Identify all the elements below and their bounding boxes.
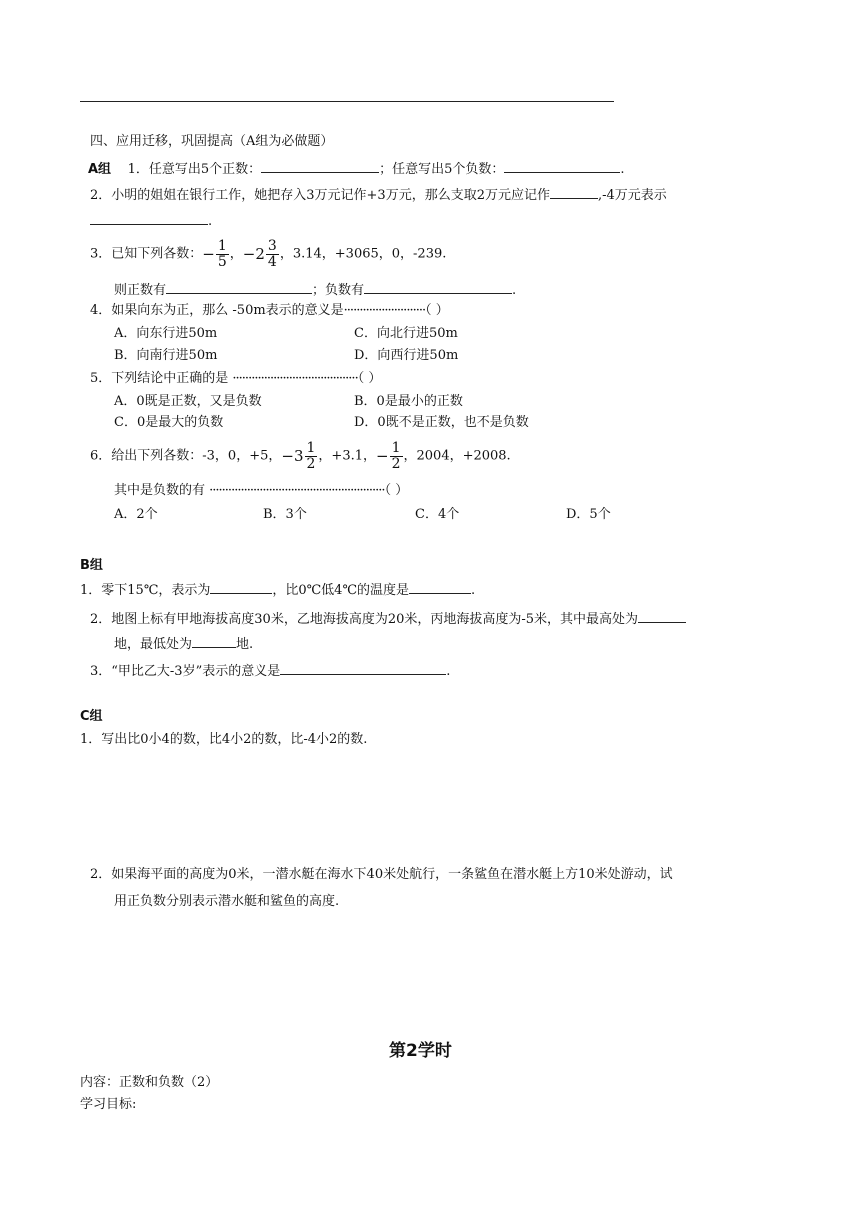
answer-blank[interactable] <box>550 186 598 199</box>
question-a4: 4．如果向东为正，那么 -50m表示的意义是··························（ ） <box>90 303 449 318</box>
option-a6-b: B．3个 <box>263 507 307 522</box>
option-a6-a: A．2个 <box>114 507 158 522</box>
fraction: $\frac{1}{2}$ <box>391 439 401 472</box>
lesson-goals: 学习目标: <box>80 1097 137 1112</box>
question-b2-cont: 地，最低处为 地. <box>114 637 254 652</box>
answer-blank[interactable] <box>261 160 379 173</box>
group-c-label: C组 <box>80 709 103 724</box>
option-a5-a: A．0既是正数，又是负数 <box>114 394 262 409</box>
fraction: $\frac{3}{4}$ <box>267 237 277 270</box>
top-rule <box>80 101 614 102</box>
question-a6-stem: 其中是负数的有 ························································（ ） <box>114 483 409 498</box>
group-b-label: B组 <box>80 558 103 573</box>
option-a5-d: D．0既不是正数，也不是负数 <box>354 415 529 430</box>
fraction: $\frac{1}{2}$ <box>306 439 316 472</box>
answer-paren[interactable]: （ ） <box>357 371 382 386</box>
answer-blank[interactable] <box>90 212 208 225</box>
question-a3-answers: 则正数有 ；负数有 . <box>114 283 517 298</box>
option-a4-d: D．向西行进50m <box>354 348 459 363</box>
option-a4-b: B．向南行进50m <box>114 348 218 363</box>
answer-blank[interactable] <box>280 662 446 675</box>
question-b3: 3．“甲比乙大-3岁”表示的意义是 . <box>90 664 451 679</box>
question-b2: 2．地图上标有甲地海拔高度30米，乙地海拔高度为20米，丙地海拔高度为-5米，其中最高处为 <box>90 610 686 629</box>
answer-blank[interactable] <box>638 610 686 623</box>
option-a5-b: B．0是最小的正数 <box>354 394 463 409</box>
question-a5: 5．下列结论中正确的是 ········································（ ） <box>90 371 382 386</box>
question-c1: 1．写出比0小4的数，比4小2的数，比-4小2的数. <box>80 732 368 747</box>
question-b1: 1．零下15℃，表示为 ，比0℃低4℃的温度是 . <box>80 583 476 598</box>
option-a4-c: C．向北行进50m <box>354 326 458 341</box>
answer-paren[interactable]: （ ） <box>384 483 409 498</box>
question-a6: 6．给出下列各数：-3，0，+5，−3 $\frac{1}{2}$ ，+3.1，− $\frac{1}{2}$ ，2004，+2008. <box>90 439 511 472</box>
lesson-content: 内容：正数和负数（2） <box>80 1075 219 1090</box>
answer-paren[interactable]: （ ） <box>425 303 449 318</box>
fraction: $\frac{1}{5}$ <box>217 237 227 270</box>
group-a-label: A组 <box>88 162 112 177</box>
answer-blank[interactable] <box>192 635 236 648</box>
option-a5-c: C．0是最大的负数 <box>114 415 224 430</box>
question-a2-cont: . <box>90 212 212 231</box>
lesson-title: 第2学时 <box>389 1041 452 1061</box>
question-a1: A组 1．任意写出5个正数： ；任意写出5个负数： . <box>88 162 625 177</box>
question-a3: 3．已知下列各数：− $\frac{1}{5}$ ，−2 $\frac{3}{4}$ ，3.14，+3065，0，-239. <box>90 237 447 270</box>
question-c2: 2．如果海平面的高度为0米，一潜水艇在海水下40米处航行，一条鲨鱼在潜水艇上方10米处游动，试 <box>90 867 673 882</box>
answer-blank[interactable] <box>166 281 312 294</box>
section-title: 四、应用迁移，巩固提高（A组为必做题） <box>90 134 334 149</box>
option-a6-c: C．4个 <box>415 507 460 522</box>
answer-blank[interactable] <box>409 581 471 594</box>
answer-blank[interactable] <box>504 160 620 173</box>
question-c2-cont: 用正负数分别表示潜水艇和鲨鱼的高度. <box>114 894 340 909</box>
option-a6-d: D．5个 <box>566 507 611 522</box>
question-a2: 2．小明的姐姐在银行工作，她把存入3万元记作+3万元，那么支取2万元应记作 ,-4万元表示 <box>90 188 667 203</box>
option-a4-a: A．向东行进50m <box>114 326 218 341</box>
answer-blank[interactable] <box>210 581 272 594</box>
answer-blank[interactable] <box>364 281 512 294</box>
